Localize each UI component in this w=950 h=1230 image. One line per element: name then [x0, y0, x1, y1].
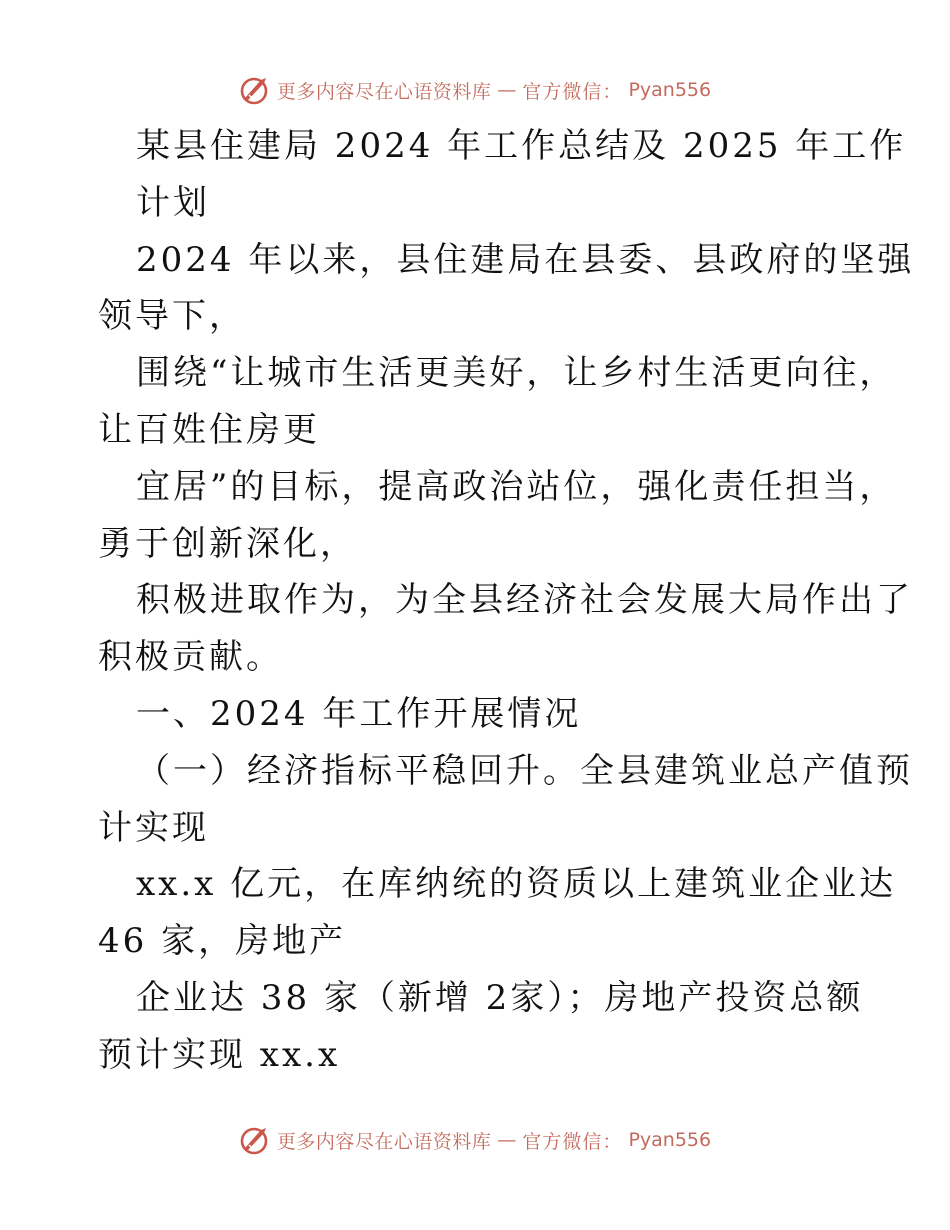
quill-logo-icon: [239, 1124, 271, 1156]
text-line: 2024 年以来，县住建局在县委、县政府的坚强: [136, 239, 915, 280]
text-line: 勇于创新深化，: [98, 523, 357, 564]
text-line: 企业达 38 家（新增 2家）；房地产投资总额: [136, 977, 864, 1018]
footer-watermark: [0, 1120, 950, 1160]
watermark-library-text: 更多内容尽在心语资料库: [276, 80, 492, 103]
text-line: 围绕“让城市生活更美好，让乡村生活更向往，: [136, 353, 897, 394]
text-line: （一）经济指标平稳回升。全县建筑业总产值预: [136, 750, 913, 791]
text-line: 让百姓住房更: [98, 409, 320, 450]
watermark-wechat-label: 官方微信：: [522, 1130, 623, 1153]
text-line: 预计实现 xx.x: [98, 1034, 341, 1075]
quill-logo-icon: [239, 74, 271, 106]
watermark-separator: —: [497, 79, 517, 101]
text-line: 一、2024 年工作开展情况: [136, 693, 582, 734]
text-line: xx.x 亿元，在库纳统的资质以上建筑业企业达: [136, 864, 897, 905]
watermark-wechat-id: Pyan556: [628, 1129, 712, 1151]
header-watermark: [0, 70, 950, 110]
watermark-wechat-label: 官方微信：: [522, 80, 623, 103]
text-line: 积极进取作为，为全县经济社会发展大局作出了: [136, 580, 913, 621]
text-line: 领导下，: [98, 296, 246, 337]
text-line: 宜居”的目标，提高政治站位，强化责任担当，: [136, 466, 897, 507]
text-line: 某县住建局 2024 年工作总结及 2025 年工作: [136, 126, 907, 166]
watermark-wechat-id: Pyan556: [628, 79, 712, 101]
document-body: [98, 118, 915, 1084]
text-line: 计实现: [98, 807, 209, 848]
watermark-separator: —: [497, 1129, 517, 1151]
watermark-library-text: 更多内容尽在心语资料库: [276, 1130, 492, 1153]
text-line: 积极贡献。: [98, 637, 283, 678]
text-line: 计划: [136, 182, 210, 223]
text-line: 46 家，房地产: [98, 921, 347, 962]
